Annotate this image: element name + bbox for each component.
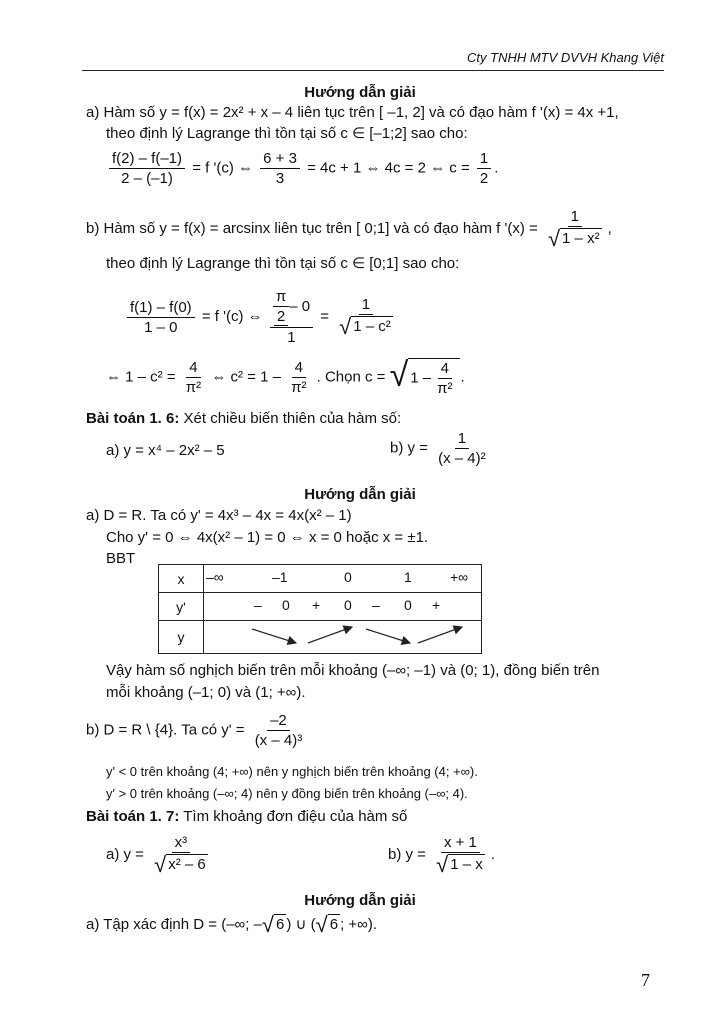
fraction: $\frac{-2}{\text{(x – 4)³}}$ [254, 712, 303, 749]
square-root: √ 1 – $\frac{4}{\text{π²}}$ [390, 358, 461, 397]
s1-b-line2: theo định lý Lagrange thì tồn tại số c ∈ [0;1] sao cho: [106, 255, 460, 272]
fraction: x + 1 √ 1 – x [436, 834, 483, 877]
table-row: x –∞ –1 0 1 +∞ [159, 565, 482, 593]
variation-arrows [204, 621, 474, 651]
s2-conclusion-2: mỗi khoảng (–1; 0) và (1; +∞). [106, 684, 306, 701]
page-number: 7 [641, 970, 650, 990]
s1-a-line2: theo định lý Lagrange thì tồn tại số c ∈ [–1;2] sao cho: [106, 125, 468, 142]
decreasing-arrow [252, 629, 296, 643]
s2-b-l1: y' < 0 trên khoảng (4; +∞) nên y nghịch biến trên khoảng (4; +∞). [106, 764, 478, 779]
solution-title-2: Hướng dẫn giải [304, 486, 416, 503]
s2-b-l2: y' > 0 trên khoảng (–∞; 4) nên y đồng biến trên khoảng (–∞; 4). [106, 786, 468, 801]
fraction: 1 √ 1 – c² [339, 296, 391, 339]
problem-1-6: Bài toán 1. 6: Xét chiều biến thiên của hàm số: [86, 410, 402, 427]
s3-a-line: a) Tập xác định D = (–∞; – √ 6 ) ∪ ( √ 6 ; +∞). [86, 912, 378, 937]
p17-b: b) y = x + 1 √ 1 – x . [388, 834, 495, 877]
s1-b-line1: b) Hàm số y = f(x) = arcsinx liên tục trên [ 0;1] và có đạo hàm f '(x) = 1 √ 1 – x² , [86, 208, 612, 251]
s2-conclusion-1: Vậy hàm số nghịch biến trên mỗi khoảng (–∞; –1) và (0; 1), đồng biến trên [106, 662, 600, 679]
fraction: $\frac{1}{2}$ [477, 150, 491, 187]
fraction: $\frac{1}{\text{(x – 4)²}}$ [438, 430, 486, 467]
p16-a: a) y = x⁴ – 2x² – 5 [106, 442, 225, 459]
header-rule [82, 70, 664, 71]
fraction: $\frac{f(1) - f(0)}{1 - 0}$ [127, 299, 195, 336]
fraction: $\frac{6 + 3}{3}$ [260, 150, 300, 187]
s1-a-line1: a) Hàm số y = f(x) = 2x² + x – 4 liên tục trên [ –1, 2] và có đạo hàm f '(x) = 4x +1, [86, 104, 619, 121]
solution-title-3: Hướng dẫn giải [304, 892, 416, 909]
row-label-yprime: y' [159, 593, 204, 621]
increasing-arrow [418, 627, 462, 643]
fraction: 1 √ 1 – x² [547, 208, 600, 251]
row-label-x: x [159, 565, 204, 593]
bbt-label: BBT [106, 550, 136, 567]
p17-a: a) y = x³ √ x² – 6 [106, 834, 214, 876]
publisher-header: Cty TNHH MTV DVVH Khang Việt [467, 50, 664, 65]
solution-title-1: Hướng dẫn giải [304, 84, 416, 101]
problem-1-7: Bài toán 1. 7: Tìm khoảng đơn điệu của hàm số [86, 808, 408, 825]
s2-a-line1: a) D = R. Ta có y' = 4x³ – 4x = 4x(x² – 1) [86, 507, 352, 524]
s2-a-line2: Cho y' = 0 ⇔ 4x(x² – 1) = 0 ⇔ x = 0 hoặc x = ±1. [106, 529, 429, 546]
s2-b-line: b) D = R \ {4}. Ta có y' = $\frac{-2}{\text{(x – 4)³}}$ [86, 712, 308, 749]
decreasing-arrow [366, 629, 410, 643]
table-row: y' – 0 + 0 – 0 + [159, 593, 482, 621]
increasing-arrow [308, 627, 352, 643]
row-label-y: y [159, 621, 204, 654]
fraction: $\frac{f(2) - f(-1)}{2 - (-1)}$ [109, 150, 185, 187]
fraction: $\frac{4}{\text{π²}}$ [291, 359, 307, 396]
s1-b-equation: $\frac{f(1) - f(0)}{1 - 0}$ = f '(c) ⇔ $\frac{\pi}{2}$ – 0 1 = 1 √ 1 – c² [124, 288, 399, 346]
s1-a-equation: $\frac{f(2) - f(-1)}{2 - (-1)}$ = f '(c) ⇔ $\frac{6 + 3}{3}$ = 4c + 1 ⇔ 4c = 2 ⇔ c = $\frac{1}{2}$ . [106, 150, 498, 187]
s1-b-equation2: ⇔ 1 – c² = $\frac{4}{\text{π²}}$ ⇔ c² = 1 – $\frac{4}{\text{π²}}$ . Chọn c = √ 1 – $\frac{4}{\text{π²}}$ . [106, 356, 465, 397]
variation-table [158, 564, 482, 654]
p16-b: b) y = $\frac{1}{\text{(x – 4)²}}$ [390, 430, 492, 467]
fraction: $\frac{\pi}{2}$ – 0 1 [270, 288, 313, 346]
table-row [159, 621, 482, 654]
fraction: $\frac{4}{\text{π²}}$ [185, 359, 202, 396]
fraction: x³ √ x² – 6 [154, 834, 206, 877]
